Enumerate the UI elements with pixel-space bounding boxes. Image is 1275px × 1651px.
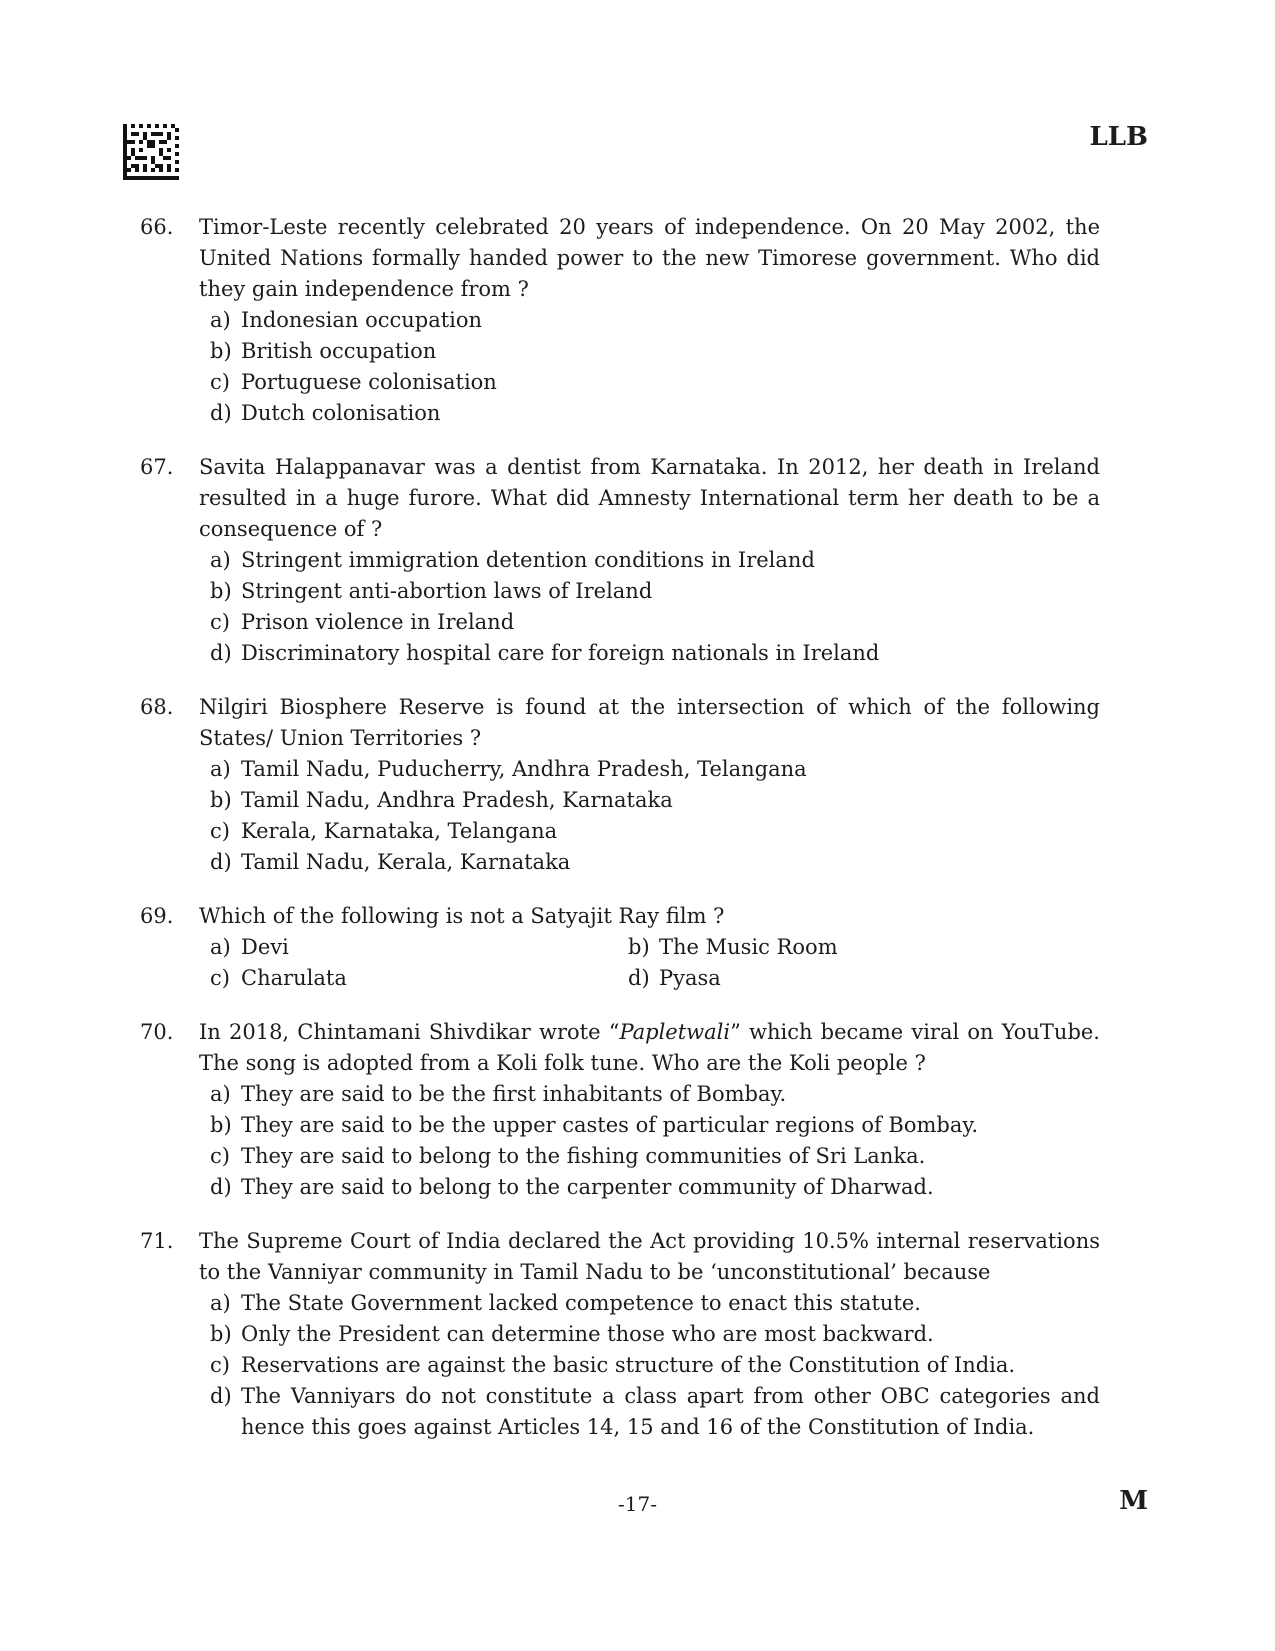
option-label: a)	[210, 757, 231, 781]
option-text: Tamil Nadu, Andhra Pradesh, Karnataka	[241, 788, 673, 812]
option-list	[210, 1079, 1100, 1203]
option-b	[210, 1319, 1100, 1350]
option-text: Reservations are against the basic structure of the Constitution of India.	[241, 1353, 1016, 1377]
option-label: c)	[210, 1353, 230, 1377]
page-number: -17-	[618, 1492, 657, 1516]
question-68	[140, 692, 1100, 878]
option-text: Pyasa	[659, 966, 721, 990]
option-text: Charulata	[241, 966, 347, 990]
question-text: Timor-Leste recently celebrated 20 years of independence. On 20 May 2002, the United Nations formally handed power to the new Timorese government. Who did they gain independence from ?	[199, 215, 1100, 301]
question-text: Which of the following is not a Satyajit Ray film ?	[199, 904, 725, 928]
option-d	[210, 1381, 1100, 1443]
option-text: Devi	[241, 935, 289, 959]
option-a	[210, 932, 628, 963]
option-label: b)	[210, 579, 232, 603]
option-label: d)	[210, 641, 232, 665]
option-text: Stringent anti-abortion laws of Ireland	[241, 579, 653, 603]
question-text-after: ” which became viral on YouTube. The song is adopted from a Koli folk tune. Who are the Koli people ?	[199, 1020, 1100, 1075]
option-label: d)	[210, 1175, 232, 1199]
question-71	[140, 1226, 1100, 1443]
option-b	[210, 336, 1100, 367]
paper-code: LLB	[1089, 122, 1148, 152]
question-list	[140, 212, 1100, 1466]
option-text: Discriminatory hospital care for foreign nationals in Ireland	[241, 641, 880, 665]
option-c	[210, 607, 1100, 638]
option-text: Dutch colonisation	[241, 401, 441, 425]
option-label: c)	[210, 370, 230, 394]
option-text: They are said to belong to the carpenter community of Dharwad.	[241, 1175, 934, 1199]
option-d	[210, 398, 1100, 429]
option-text: Tamil Nadu, Puducherry, Andhra Pradesh, Telangana	[241, 757, 807, 781]
option-a	[210, 754, 1100, 785]
option-label: d)	[210, 401, 232, 425]
option-label: a)	[210, 308, 231, 332]
option-text: Portuguese colonisation	[241, 370, 497, 394]
option-c	[210, 1350, 1100, 1381]
option-text: British occupation	[241, 339, 437, 363]
option-label: b)	[210, 788, 232, 812]
option-label: a)	[210, 1291, 231, 1315]
question-number: 68.	[140, 695, 174, 719]
option-label: b)	[628, 935, 650, 959]
option-label: c)	[210, 610, 230, 634]
option-d	[210, 638, 1100, 669]
option-c	[210, 816, 1100, 847]
option-text: They are said to be the first inhabitants of Bombay.	[241, 1082, 787, 1106]
option-label: d)	[210, 850, 232, 874]
option-a	[210, 545, 1100, 576]
option-label: c)	[210, 1144, 230, 1168]
option-label: b)	[210, 339, 232, 363]
option-d	[210, 847, 1100, 878]
question-number: 67.	[140, 455, 174, 479]
question-text: Nilgiri Biosphere Reserve is found at the intersection of which of the following States/ Union Territories ?	[199, 695, 1100, 750]
option-a	[210, 1079, 1100, 1110]
question-text: Savita Halappanavar was a dentist from Karnataka. In 2012, her death in Ireland resulted in a huge furore. What did Amnesty International term her death to be a consequence of ?	[199, 455, 1100, 541]
option-text: Tamil Nadu, Kerala, Karnataka	[241, 850, 571, 874]
option-label: b)	[210, 1322, 232, 1346]
option-b	[628, 932, 1100, 963]
option-label: a)	[210, 548, 231, 572]
option-text: Kerala, Karnataka, Telangana	[241, 819, 558, 843]
option-c	[210, 1141, 1100, 1172]
option-list	[210, 754, 1100, 878]
option-a	[210, 1288, 1100, 1319]
option-list	[210, 932, 1100, 994]
option-text: The Music Room	[659, 935, 838, 959]
option-b	[210, 576, 1100, 607]
question-number: 70.	[140, 1020, 174, 1044]
option-list	[210, 545, 1100, 669]
question-number: 69.	[140, 904, 174, 928]
question-text: The Supreme Court of India declared the Act providing 10.5% internal reservations to the Vanniyar community in Tamil Nadu to be ‘unconstitutional’ because	[199, 1229, 1100, 1284]
option-list	[210, 305, 1100, 429]
option-label: c)	[210, 966, 230, 990]
option-text: They are said to be the upper castes of particular regions of Bombay.	[241, 1113, 979, 1137]
option-label: d)	[210, 1384, 232, 1408]
option-text: The Vanniyars do not constitute a class apart from other OBC categories and hence this goes against Articles 14, 15 and 16 of the Constitution of India.	[241, 1384, 1100, 1439]
option-list	[210, 1288, 1100, 1443]
option-d	[210, 1172, 1100, 1203]
question-67	[140, 452, 1100, 669]
option-label: a)	[210, 935, 231, 959]
song-title: Papletwali	[619, 1020, 731, 1044]
question-number: 66.	[140, 215, 174, 239]
option-text: Only the President can determine those who are most backward.	[241, 1322, 934, 1346]
option-label: d)	[628, 966, 650, 990]
option-c	[210, 963, 628, 994]
datamatrix-barcode-icon	[123, 124, 179, 180]
set-code: M	[1119, 1486, 1148, 1516]
option-a	[210, 305, 1100, 336]
option-text: They are said to belong to the fishing communities of Sri Lanka.	[241, 1144, 926, 1168]
option-b	[210, 785, 1100, 816]
option-label: a)	[210, 1082, 231, 1106]
question-69	[140, 901, 1100, 994]
option-text: Prison violence in Ireland	[241, 610, 515, 634]
question-text	[199, 1017, 1100, 1079]
option-text: Indonesian occupation	[241, 308, 483, 332]
option-b	[210, 1110, 1100, 1141]
question-70	[140, 1017, 1100, 1203]
question-text-before: In 2018, Chintamani Shivdikar wrote “	[199, 1020, 620, 1044]
option-label: c)	[210, 819, 230, 843]
question-66	[140, 212, 1100, 429]
option-text: The State Government lacked competence to enact this statute.	[241, 1291, 921, 1315]
option-c	[210, 367, 1100, 398]
question-number: 71.	[140, 1229, 174, 1253]
option-d	[628, 963, 1100, 994]
option-text: Stringent immigration detention conditions in Ireland	[241, 548, 815, 572]
option-label: b)	[210, 1113, 232, 1137]
